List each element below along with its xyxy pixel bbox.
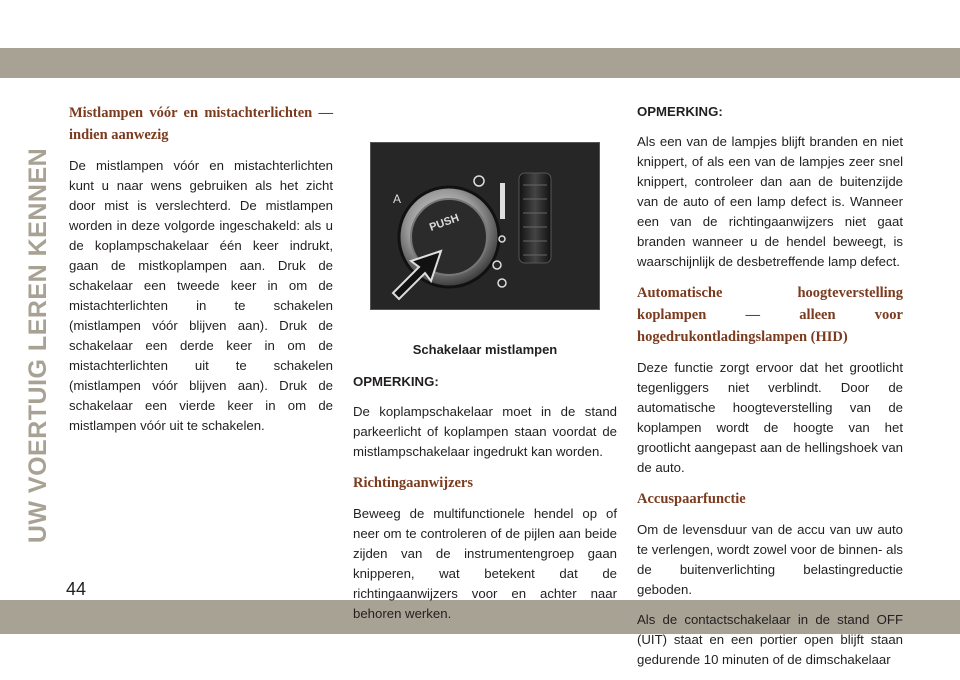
paragraph-battery-saver-2: Als de contactschakelaar in de stand OFF (UIT) staat en een portier open blijft staan gedurende 10 minuten of de dimschakelaar — [637, 612, 903, 667]
page-number: 44 — [66, 579, 87, 599]
section-side-label — [24, 104, 53, 586]
indicator-mark — [500, 183, 505, 219]
column-right — [637, 102, 903, 680]
fog-light-switch-figure — [370, 142, 600, 310]
figure-caption: Schakelaar mistlampen — [412, 342, 558, 357]
auto-label: A — [393, 192, 402, 206]
column-left — [69, 102, 333, 446]
paragraph-turn-signals: Beweeg de multifunctionele hendel op of neer om te controleren of de pijlen aan beide zijden van de instrumentengroep gaan knipperen, wat betekent dat de richtingaanwijzers voor en achter naar behoren werken. — [353, 506, 617, 621]
heading-turn-signals: Richtingaanwijzers — [353, 475, 474, 491]
note-title-2: OPMERKING: — [637, 104, 723, 119]
heading-fog-lights: Mistlampen vóór en mistachterlichten — indien aanwezig — [69, 105, 333, 143]
side-label-text: UW VOERTUIG LEREN KENNEN — [24, 147, 53, 543]
note-text: De koplampschakelaar moet in de stand parkeerlicht of koplampen staan voordat de mistlampschakelaar ingedrukt kan worden. — [353, 404, 617, 459]
paragraph-battery-saver: Om de levensduur van de accu van uw auto te verlengen, wordt zowel voor de binnen- als de buitenverlichting belastingreductie geboden. — [637, 522, 903, 597]
dimmer-wheel — [519, 173, 551, 263]
heading-battery-saver: Accuspaarfunctie — [637, 491, 746, 507]
paragraph-auto-leveling: Deze functie zorgt ervoor dat het grootlicht tegenliggers niet verblindt. Door de automatische hoogteverstelling van de koplampen wordt de hoogte van het grootlicht aangepast aan de hellingshoek van de auto. — [637, 360, 903, 475]
note-title: OPMERKING: — [353, 374, 439, 389]
paragraph-fog-lights: De mistlampen vóór en mistachterlichten kunt u naar wens gebruiken als het zicht door mist is verslechterd. De mistlampen worden in deze volgorde ingeschakeld: als u de koplampschakelaar één keer indrukt, gaan de mistkoplampen aan. Druk de schakelaar een tweede keer in om de mistachterlichten in te schakelen (mistlampen vóór blijven aan). Druk de schakelaar een derde keer in om de mistachterlichten uit te schakelen (mistlampen vóór blijven aan). Druk de schakelaar een vierde keer in om de mistlampen vóór uit te schakelen. — [69, 158, 333, 433]
top-margin — [0, 0, 960, 48]
push-label: PUSH — [427, 212, 461, 234]
column-middle — [353, 372, 617, 634]
note-text-2: Als een van de lampjes blijft branden en niet knippert, of als een van de lampjes zeer snel knippert, controleer dan aan de buitenzijde van de auto of een lamp defect is. Wanneer een van de richtingaanwijzers niet gaat branden wanneer u de hendel beweegt, is waarschijnlijk de desbetreffende lamp defect. — [637, 134, 903, 269]
switch-illustration — [371, 143, 599, 309]
header-band — [0, 48, 960, 78]
heading-auto-leveling: Automatische hoogteverstelling koplampen — alleen voor hogedrukontladingslampen (HID) — [637, 285, 903, 345]
